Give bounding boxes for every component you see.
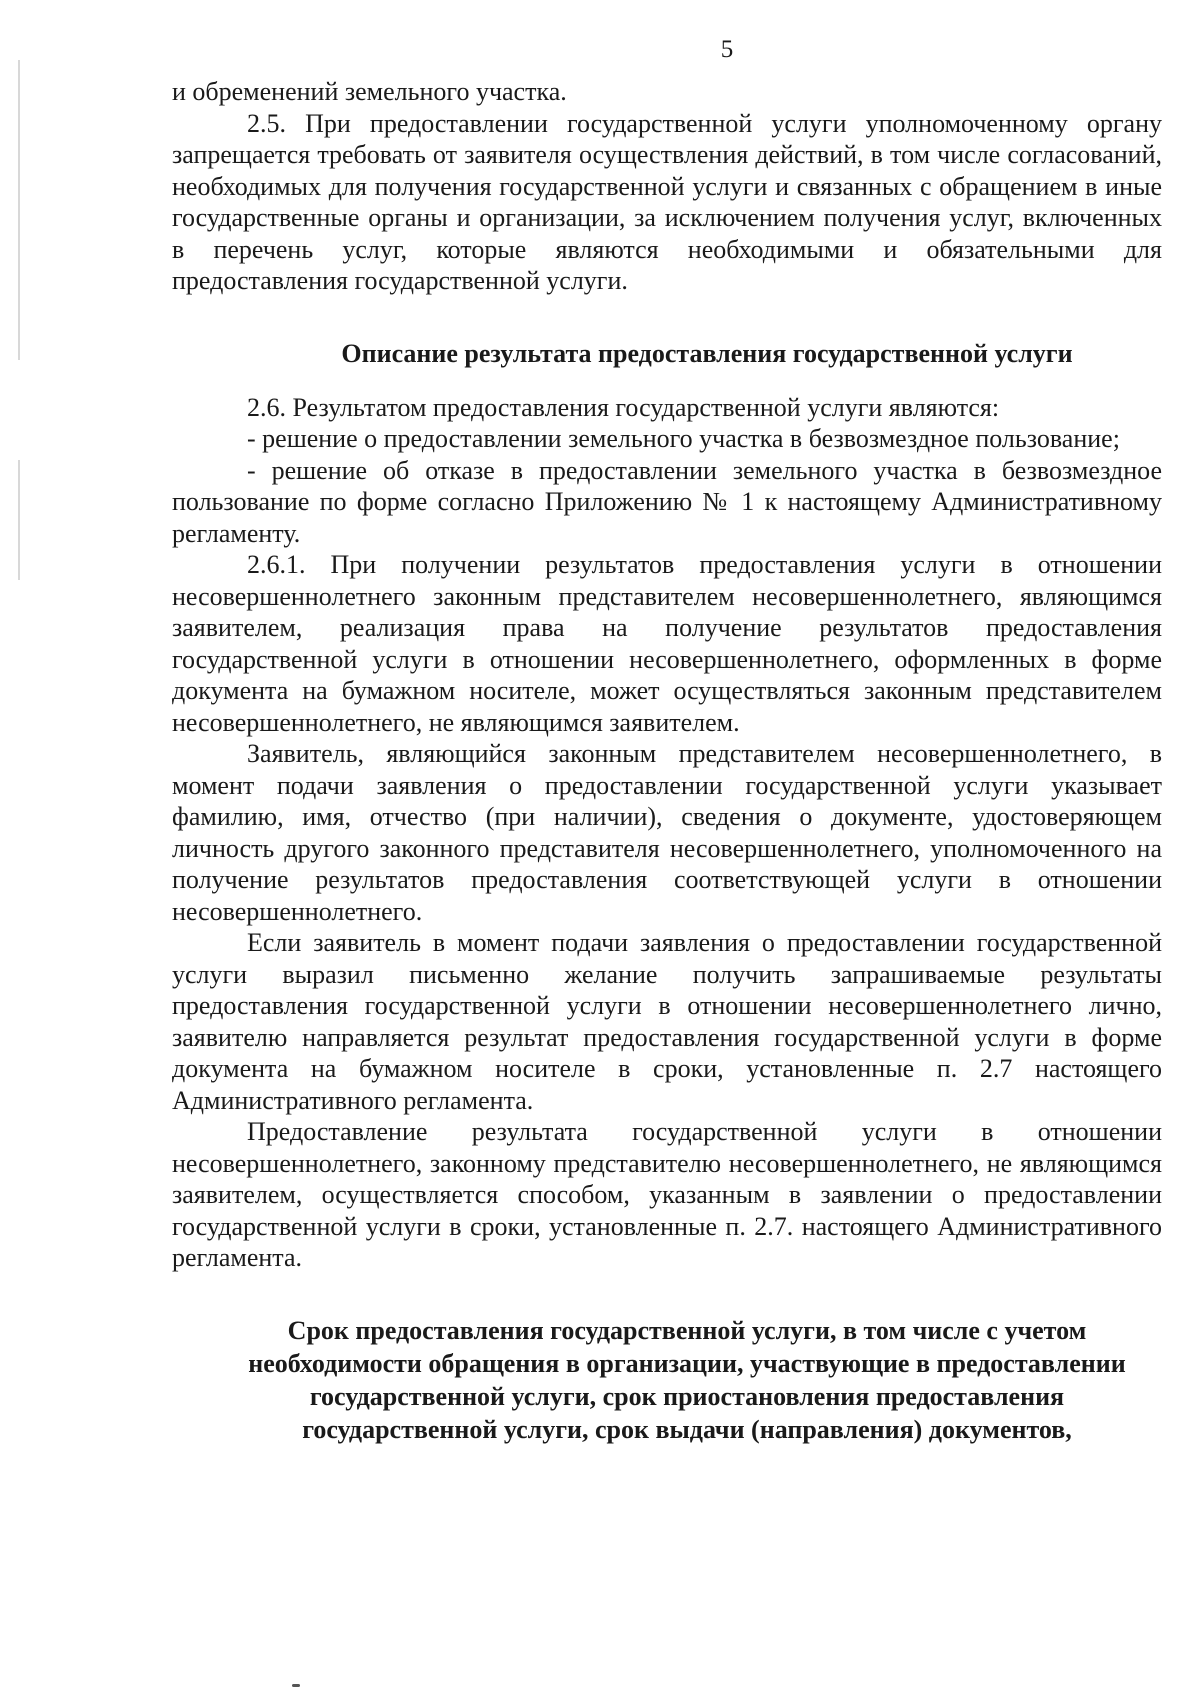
scan-edge — [18, 60, 20, 360]
bullet-decision-grant: - решение о предоставлении земельного участка в безвозмездное пользование; — [247, 424, 1120, 453]
paragraph-2-6-1: 2.6.1. При получении результатов предоставления услуги в отношении несовершеннолетнего законным представителем несовершеннолетнего, являющимся заявителем, реализация права на получение результатов предоставления государственной услуги в отношении несовершеннолетнего, оформленных в форме документа на бумажном носителе, может осуществляться законным представителем несовершеннолетнего, не являющимся заявителем. — [172, 550, 1162, 737]
section-heading-term: Срок предоставления государственной услуги, в том числе с учетом необходимости обращения в организации, участвующие в предоставлении государственной услуги, срок приостановления предоставления государственной услуги, срок выдачи (направления) документов, — [248, 1315, 1126, 1444]
bullet-decision-refusal: - решение об отказе в предоставлении земельного участка в безвозмездное пользование по форме согласно Приложению № 1 к настоящему Административному регламенту. — [172, 455, 1162, 548]
document-page — [172, 36, 1162, 1446]
intro-fragment: и обременений земельного участка. — [172, 77, 567, 106]
paragraph-2-6: 2.6. Результатом предоставления государственной услуги являются: — [247, 392, 1000, 422]
paragraph-if-applicant: Если заявитель в момент подачи заявления о предоставлении государственной услуги выразил письменно желание получить запрашиваемые результаты предоставления государственной услуги в отношении несовершеннолетнего лично, заявителю направляется результат предоставления государственной услуги в форме документа на бумажном носителе в сроки, установленные п. 2.7 настоящего Административного регламента. — [172, 928, 1162, 1115]
paragraph-2-5: 2.5. При предоставлении государственной услуги уполномоченному органу запрещается требовать от заявителя осуществления действий, в том числе согласований, необходимых для получения государственной услуги и связанных с обращением в иные государственные органы и организации, за исключением получения услуг, включенных в перечень услуг, которые являются необходимыми и обязательными для предоставления государственной услуги. — [172, 108, 1162, 295]
paragraph-provision: Предоставление результата государственной услуги в отношении несовершеннолетнего, законному представителю несовершеннолетнего, не являющимся заявителем, осуществляется способом, указанным в заявлении о предоставлении государственной услуги в сроки, установленные п. 2.7. настоящего Административного регламента. — [172, 1117, 1162, 1272]
scan-mark — [292, 1684, 300, 1687]
scan-edge — [18, 460, 20, 580]
section-heading-result: Описание результата предоставления государственной услуги — [341, 338, 1073, 368]
page-number: 5 — [720, 36, 734, 63]
paragraph-applicant: Заявитель, являющийся законным представителем несовершеннолетнего, в момент подачи заявления о предоставлении государственной услуги указывает фамилию, имя, отчество (при наличии), сведения о документе, удостоверяющем личность другого законного представителя несовершеннолетнего, уполномоченного на получение результатов предоставления соответствующей услуги в отношении несовершеннолетнего. — [172, 739, 1162, 926]
